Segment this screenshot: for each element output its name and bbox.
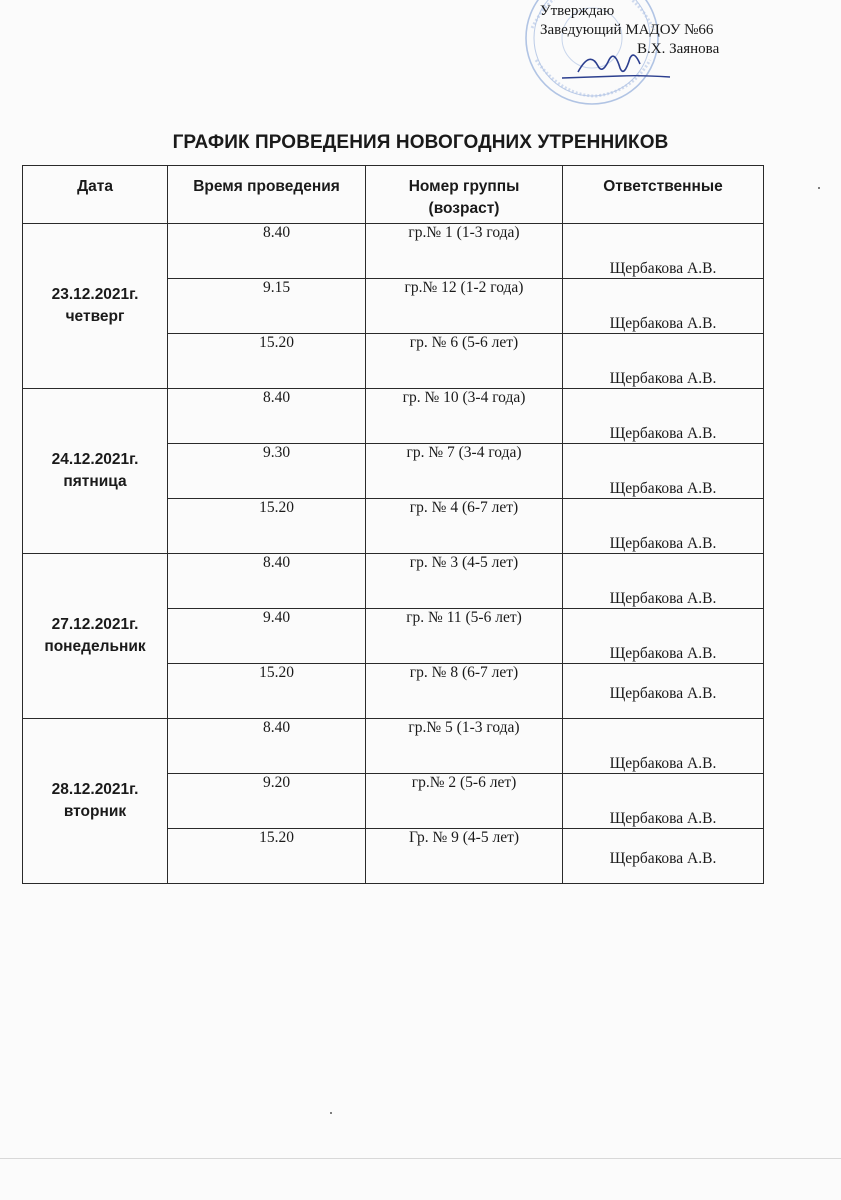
weekday-value: пятница <box>63 473 127 490</box>
group-cell: гр.№ 5 (1-3 года) <box>366 719 563 774</box>
header-time: Время проведения <box>168 166 366 224</box>
responsible-cell: Щербакова А.В. <box>563 554 764 609</box>
date-value: 27.12.2021г. <box>51 616 139 633</box>
table-header-row <box>23 166 764 224</box>
time-cell: 8.40 <box>168 389 366 444</box>
group-cell: гр. № 10 (3-4 года) <box>366 389 563 444</box>
group-cell: гр. № 3 (4-5 лет) <box>366 554 563 609</box>
responsible-cell: Щербакова А.В. <box>563 499 764 554</box>
approval-signatory: В.Х. Заянова <box>637 41 720 57</box>
approval-title: Утверждаю <box>540 3 615 19</box>
date-cell <box>23 224 168 389</box>
date-cell <box>23 719 168 884</box>
time-cell: 15.20 <box>168 829 366 884</box>
time-cell: 15.20 <box>168 334 366 389</box>
responsible-cell: Щербакова А.В. <box>563 444 764 499</box>
date-cell <box>23 554 168 719</box>
time-cell: 9.20 <box>168 774 366 829</box>
weekday-value: вторник <box>63 803 127 820</box>
signature-icon <box>560 44 680 84</box>
responsible-cell: Щербакова А.В. <box>563 719 764 774</box>
table-row <box>23 389 764 444</box>
responsible-cell: Щербакова А.В. <box>563 334 764 389</box>
responsible-cell: Щербакова А.В. <box>563 224 764 279</box>
responsible-cell: Щербакова А.В. <box>563 389 764 444</box>
responsible-cell: Щербакова А.В. <box>563 279 764 334</box>
table-row <box>23 719 764 774</box>
time-cell: 15.20 <box>168 499 366 554</box>
header-group-line1: Номер группы <box>408 178 520 195</box>
group-cell: гр.№ 2 (5-6 лет) <box>366 774 563 829</box>
group-cell: Гр. № 9 (4-5 лет) <box>366 829 563 884</box>
time-cell: 9.15 <box>168 279 366 334</box>
group-cell: гр. № 8 (6-7 лет) <box>366 664 563 719</box>
group-cell: гр.№ 12 (1-2 года) <box>366 279 563 334</box>
time-cell: 9.30 <box>168 444 366 499</box>
table-row <box>23 224 764 279</box>
group-cell: гр. № 7 (3-4 года) <box>366 444 563 499</box>
responsible-cell: Щербакова А.В. <box>563 774 764 829</box>
group-cell: гр.№ 1 (1-3 года) <box>366 224 563 279</box>
header-responsible: Ответственные <box>563 166 764 224</box>
group-cell: гр. № 6 (5-6 лет) <box>366 334 563 389</box>
table-row <box>23 554 764 609</box>
time-cell: 8.40 <box>168 224 366 279</box>
scan-speck <box>818 187 820 189</box>
weekday-value: четверг <box>65 308 125 325</box>
approval-position: Заведующий МАДОУ №66 <box>540 22 714 38</box>
date-value: 28.12.2021г. <box>51 781 139 798</box>
date-value: 23.12.2021г. <box>51 286 139 303</box>
time-cell: 15.20 <box>168 664 366 719</box>
date-value: 24.12.2021г. <box>51 451 139 468</box>
time-cell: 9.40 <box>168 609 366 664</box>
time-cell: 8.40 <box>168 554 366 609</box>
time-cell: 8.40 <box>168 719 366 774</box>
weekday-value: понедельник <box>44 638 146 655</box>
responsible-cell: Щербакова А.В. <box>563 829 764 884</box>
header-group <box>366 166 563 224</box>
scan-speck <box>330 1112 332 1114</box>
responsible-cell: Щербакова А.В. <box>563 609 764 664</box>
schedule-table <box>22 165 764 884</box>
header-group-line2: (возраст) <box>428 200 500 217</box>
date-cell <box>23 389 168 554</box>
page-title: ГРАФИК ПРОВЕДЕНИЯ НОВОГОДНИХ УТРЕННИКОВ <box>172 132 669 153</box>
scan-edge-line <box>0 1158 841 1159</box>
header-date: Дата <box>23 166 168 224</box>
group-cell: гр. № 11 (5-6 лет) <box>366 609 563 664</box>
responsible-cell: Щербакова А.В. <box>563 664 764 719</box>
group-cell: гр. № 4 (6-7 лет) <box>366 499 563 554</box>
